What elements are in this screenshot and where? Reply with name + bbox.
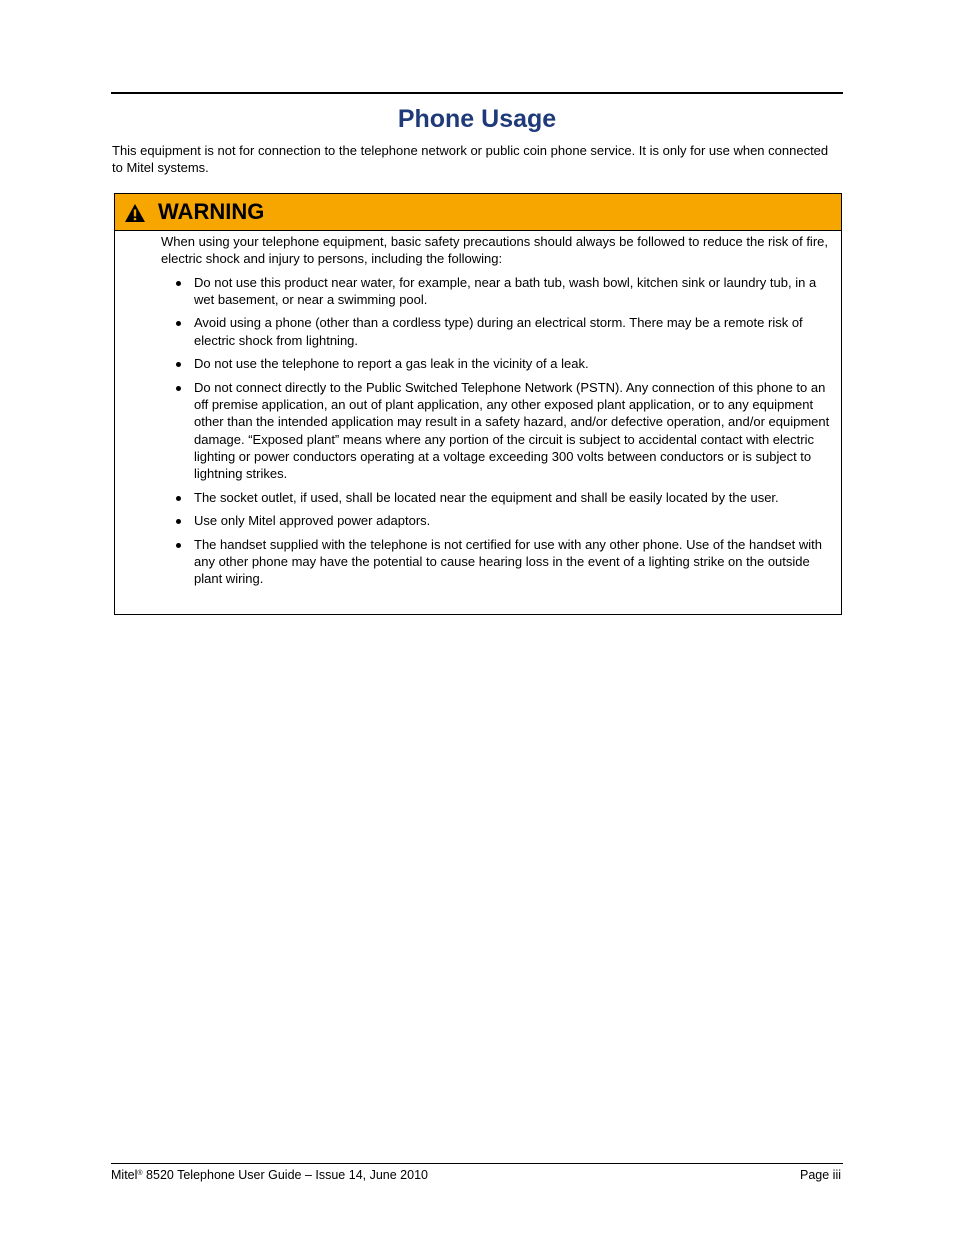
bullet-icon bbox=[176, 386, 181, 391]
list-item bbox=[161, 314, 837, 349]
list-item-text: Do not connect directly to the Public Switched Telephone Network (PSTN). Any connection of this phone to an off premise application, an out of plant application, any other exposed plant application, or to any equipment other than the intended application may result in a safety hazard, and/or defective operation, and/or equipment damage. “Exposed plant” means where any portion of the circuit is subject to accidental contact with electric lighting or power conductors operating at a voltage exceeding 300 volts between conductors or is subject to lightning strikes. bbox=[194, 379, 830, 482]
bullet-icon bbox=[176, 362, 181, 367]
registered-mark: ® bbox=[137, 1170, 143, 1177]
warning-title: WARNING bbox=[158, 199, 265, 224]
list-item bbox=[161, 379, 837, 483]
list-item bbox=[161, 489, 837, 506]
list-item-text: The socket outlet, if used, shall be located near the equipment and shall be easily located by the user. bbox=[194, 489, 779, 505]
list-item-text: Do not use this product near water, for example, near a bath tub, wash bowl, kitchen sink or laundry tub, in a wet basement, or near a swimming pool. bbox=[194, 274, 817, 307]
bullet-icon bbox=[176, 281, 181, 286]
footer-brand: Mitel bbox=[111, 1168, 138, 1182]
footer-document-title bbox=[111, 1167, 428, 1183]
header-rule bbox=[111, 92, 843, 94]
list-item bbox=[161, 274, 837, 309]
warning-triangle-icon bbox=[124, 203, 146, 223]
list-item bbox=[161, 355, 837, 372]
bullet-icon bbox=[176, 321, 181, 326]
warning-body bbox=[161, 233, 837, 594]
list-item-text: Do not use the telephone to report a gas leak in the vicinity of a leak. bbox=[194, 356, 589, 372]
warning-header bbox=[115, 194, 841, 231]
footer-rule bbox=[111, 1163, 843, 1164]
warning-intro: When using your telephone equipment, basic safety precautions should always be followed to reduce the risk of fire, electric shock and injury to persons, including the following: bbox=[161, 234, 828, 267]
list-item bbox=[161, 536, 837, 588]
intro-paragraph: This equipment is not for connection to the telephone network or public coin phone service. It is only for use when connected to Mitel systems. bbox=[112, 143, 829, 176]
bullet-icon bbox=[176, 496, 181, 501]
list-item bbox=[161, 512, 837, 529]
bullet-icon bbox=[176, 519, 181, 524]
list-item-text: The handset supplied with the telephone is not certified for use with any other phone. Use of the handset with any other phone may have the potential to cause hearing loss in the event of a lighting strike on the outside plant wiring. bbox=[194, 536, 823, 587]
list-item-text: Use only Mitel approved power adaptors. bbox=[194, 513, 431, 529]
bullet-icon bbox=[176, 543, 181, 548]
footer-guide-title: 8520 Telephone User Guide – Issue 14, June 2010 bbox=[142, 1168, 428, 1182]
list-item-text: Avoid using a phone (other than a cordless type) during an electrical storm. There may be a remote risk of electric shock from lightning. bbox=[194, 315, 803, 348]
page-title: Phone Usage bbox=[397, 105, 557, 133]
warning-box bbox=[114, 193, 842, 615]
safety-list bbox=[161, 274, 837, 588]
footer-page-number: Page iii bbox=[800, 1168, 841, 1182]
